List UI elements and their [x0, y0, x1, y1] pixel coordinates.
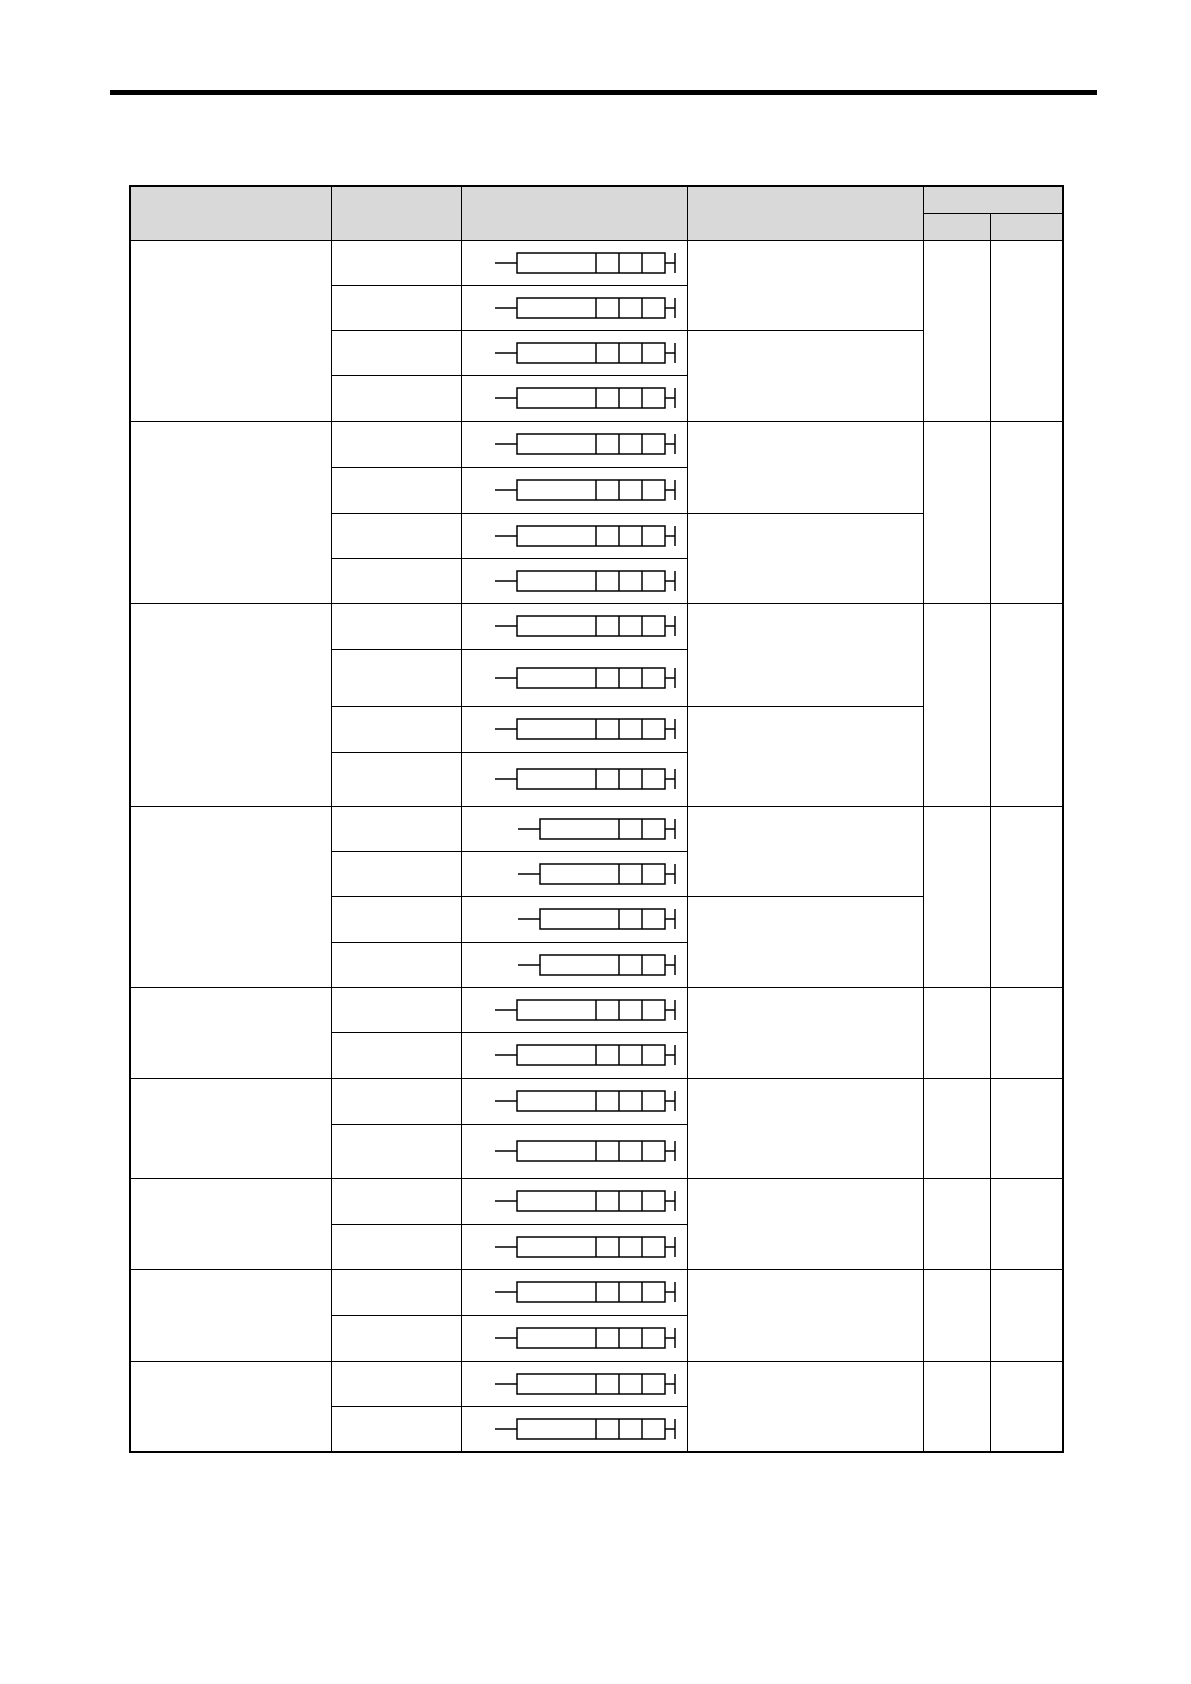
- instruction-name-cell: [331, 896, 461, 942]
- instruction-box-symbol: [462, 714, 688, 744]
- instruction-box: [517, 1282, 665, 1302]
- instruction-name-cell: [331, 851, 461, 896]
- instruction-box-symbol: [462, 566, 688, 596]
- symbol-cell: [461, 1178, 687, 1224]
- instruction-box-symbol: [462, 1369, 688, 1399]
- instruction-box: [517, 434, 665, 454]
- instruction-name-cell: [331, 330, 461, 375]
- instruction-name-cell: [331, 1078, 461, 1124]
- group-name-cell: [130, 806, 331, 987]
- sub2-cell: [990, 240, 1063, 421]
- instruction-box-symbol: [462, 950, 688, 980]
- header-col1: [130, 186, 331, 240]
- symbol-cell: [461, 603, 687, 649]
- instruction-box: [517, 526, 665, 546]
- instruction-box-symbol: [462, 1186, 688, 1216]
- description-cell: [687, 513, 923, 603]
- header-sub2: [990, 213, 1063, 240]
- sub1-cell: [923, 240, 990, 421]
- instruction-box: [517, 388, 665, 408]
- instruction-box: [517, 668, 665, 688]
- instruction-name-cell: [331, 421, 461, 467]
- description-cell: [687, 896, 923, 987]
- symbol-cell: [461, 851, 687, 896]
- symbol-cell: [461, 1361, 687, 1406]
- group-name-cell: [130, 1078, 331, 1178]
- instruction-box-symbol: [462, 611, 688, 641]
- symbol-cell: [461, 1406, 687, 1452]
- sub1-cell: [923, 987, 990, 1078]
- instruction-box-symbol: [462, 995, 688, 1025]
- instruction-box: [540, 955, 665, 975]
- symbol-cell: [461, 240, 687, 285]
- symbol-cell: [461, 1315, 687, 1361]
- instruction-box-symbol: [462, 1232, 688, 1262]
- instruction-box: [517, 1419, 665, 1439]
- instruction-box-symbol: [462, 1414, 688, 1444]
- group-name-cell: [130, 603, 331, 806]
- table-row: [130, 240, 1063, 285]
- instruction-name-cell: [331, 285, 461, 330]
- group-name-cell: [130, 1361, 331, 1452]
- group-name-cell: [130, 421, 331, 603]
- sub1-cell: [923, 1361, 990, 1452]
- symbol-cell: [461, 942, 687, 987]
- symbol-cell: [461, 706, 687, 752]
- symbol-cell: [461, 558, 687, 603]
- instruction-box: [517, 1328, 665, 1348]
- description-cell: [687, 1269, 923, 1361]
- instruction-box: [517, 253, 665, 273]
- instruction-box: [517, 1045, 665, 1065]
- instruction-box-symbol: [462, 859, 688, 889]
- table-row: [130, 1178, 1063, 1224]
- instruction-box: [540, 819, 665, 839]
- instruction-name-cell: [331, 987, 461, 1032]
- table-row: [130, 1078, 1063, 1124]
- instruction-name-cell: [331, 558, 461, 603]
- symbol-cell: [461, 896, 687, 942]
- instruction-name-cell: [331, 649, 461, 706]
- instruction-box-symbol: [462, 764, 688, 794]
- group-name-cell: [130, 1269, 331, 1361]
- instruction-box-symbol: [462, 904, 688, 934]
- description-cell: [687, 806, 923, 896]
- symbol-cell: [461, 1224, 687, 1269]
- instruction-box: [540, 864, 665, 884]
- symbol-cell: [461, 806, 687, 851]
- sub2-cell: [990, 1078, 1063, 1178]
- symbol-cell: [461, 421, 687, 467]
- instruction-box-symbol: [462, 1277, 688, 1307]
- instruction-box-symbol: [462, 814, 688, 844]
- header-sub1: [923, 213, 990, 240]
- sub1-cell: [923, 1269, 990, 1361]
- symbol-cell: [461, 1032, 687, 1078]
- instruction-box-symbol: [462, 663, 688, 693]
- instruction-name-cell: [331, 706, 461, 752]
- sub2-cell: [990, 806, 1063, 987]
- symbol-cell: [461, 1269, 687, 1315]
- top-rule: [110, 90, 1097, 95]
- table-body: [130, 240, 1063, 1452]
- instruction-name-cell: [331, 752, 461, 806]
- instruction-box: [517, 769, 665, 789]
- table-row: [130, 603, 1063, 649]
- symbol-cell: [461, 1124, 687, 1178]
- instruction-box-symbol: [462, 383, 688, 413]
- header-col2: [331, 186, 461, 240]
- instruction-name-cell: [331, 1406, 461, 1452]
- table-row: [130, 1269, 1063, 1315]
- instruction-name-cell: [331, 603, 461, 649]
- table-row: [130, 806, 1063, 851]
- instruction-box-symbol: [462, 293, 688, 323]
- table-row: [130, 1361, 1063, 1406]
- instruction-box: [517, 571, 665, 591]
- sub1-cell: [923, 1078, 990, 1178]
- group-name-cell: [130, 1178, 331, 1269]
- symbol-cell: [461, 513, 687, 558]
- instruction-name-cell: [331, 1224, 461, 1269]
- description-cell: [687, 706, 923, 806]
- table-row: [130, 987, 1063, 1032]
- sub2-cell: [990, 603, 1063, 806]
- sub2-cell: [990, 421, 1063, 603]
- instruction-box: [517, 1000, 665, 1020]
- group-name-cell: [130, 987, 331, 1078]
- header-col3: [461, 186, 687, 240]
- sub2-cell: [990, 1269, 1063, 1361]
- symbol-cell: [461, 649, 687, 706]
- instruction-box: [517, 616, 665, 636]
- description-cell: [687, 240, 923, 330]
- description-cell: [687, 603, 923, 706]
- instruction-name-cell: [331, 240, 461, 285]
- sub1-cell: [923, 1178, 990, 1269]
- description-cell: [687, 330, 923, 421]
- instruction-box-symbol: [462, 1086, 688, 1116]
- instruction-box-symbol: [462, 521, 688, 551]
- sub2-cell: [990, 987, 1063, 1078]
- instruction-name-cell: [331, 1124, 461, 1178]
- instruction-box: [517, 480, 665, 500]
- instruction-box-symbol: [462, 338, 688, 368]
- symbol-cell: [461, 467, 687, 513]
- instruction-name-cell: [331, 1315, 461, 1361]
- group-name-cell: [130, 240, 331, 421]
- instruction-box-symbol: [462, 475, 688, 505]
- header-group: [923, 186, 1063, 213]
- instruction-box: [540, 909, 665, 929]
- instruction-box: [517, 1191, 665, 1211]
- symbol-cell: [461, 987, 687, 1032]
- header-col4: [687, 186, 923, 240]
- instruction-box: [517, 298, 665, 318]
- instruction-box-symbol: [462, 429, 688, 459]
- instruction-table: [129, 185, 1064, 1453]
- instruction-name-cell: [331, 1032, 461, 1078]
- instruction-name-cell: [331, 375, 461, 421]
- table-row: [130, 421, 1063, 467]
- instruction-name-cell: [331, 513, 461, 558]
- instruction-name-cell: [331, 942, 461, 987]
- instruction-box-symbol: [462, 1323, 688, 1353]
- instruction-box: [517, 1237, 665, 1257]
- description-cell: [687, 987, 923, 1078]
- symbol-cell: [461, 285, 687, 330]
- instruction-name-cell: [331, 1178, 461, 1224]
- instruction-box: [517, 1091, 665, 1111]
- symbol-cell: [461, 752, 687, 806]
- description-cell: [687, 1078, 923, 1178]
- instruction-name-cell: [331, 1361, 461, 1406]
- description-cell: [687, 421, 923, 513]
- sub1-cell: [923, 806, 990, 987]
- instruction-box: [517, 1374, 665, 1394]
- sub2-cell: [990, 1178, 1063, 1269]
- instruction-box-symbol: [462, 1136, 688, 1166]
- description-cell: [687, 1361, 923, 1452]
- sub1-cell: [923, 421, 990, 603]
- symbol-cell: [461, 1078, 687, 1124]
- instruction-box-symbol: [462, 248, 688, 278]
- sub2-cell: [990, 1361, 1063, 1452]
- instruction-box: [517, 343, 665, 363]
- instruction-box: [517, 719, 665, 739]
- description-cell: [687, 1178, 923, 1269]
- instruction-box-symbol: [462, 1040, 688, 1070]
- instruction-name-cell: [331, 806, 461, 851]
- symbol-cell: [461, 375, 687, 421]
- instruction-box: [517, 1141, 665, 1161]
- instruction-name-cell: [331, 1269, 461, 1315]
- symbol-cell: [461, 330, 687, 375]
- sub1-cell: [923, 603, 990, 806]
- instruction-name-cell: [331, 467, 461, 513]
